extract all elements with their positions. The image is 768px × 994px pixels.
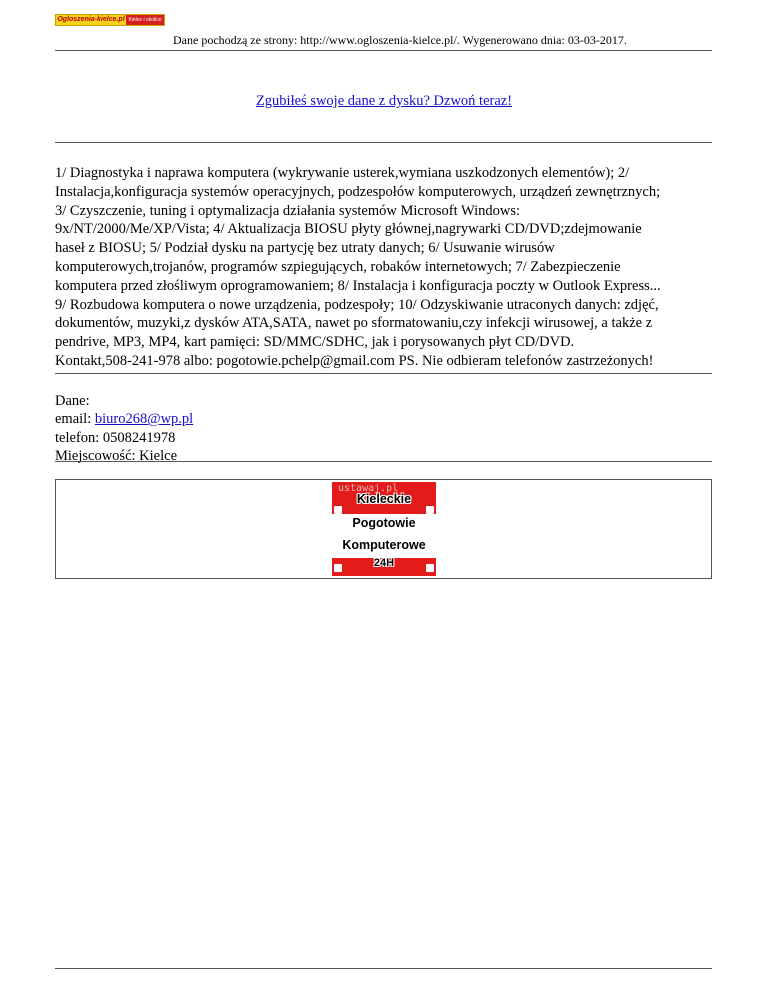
ad-description: 1/ Diagnostyka i naprawa komputera (wykrywanie usterek,wymiana uszkodzonych elementów); 2/ Instalacja,konfiguracja systemów operacyjnych, podzespołów komputerowych, urządzeń zewnętrznych; 3/ Czyszczenie, tuning i optymalizacja działania systemów Microsoft Windows: 9x/NT/2000/Me/XP/Vista; 4/ Aktualizacja BIOSU płyty głównej,nagrywarki CD/DVD;zdejmowanie haseł z BIOSU; 5/ Podział dysku na partycję bez utraty danych; 6/ Usuwanie wirusów komputerowych,trojanów, programów szpiegujących, robaków internetowych; 7/ Zabezpieczenie komputera przed złośliwym oprogramowaniem; 8/ Instalacja i konfiguracja poczty w Outlook Express... 9/ Rozbudowa komputera o nowe urządzenia, podzespoły; 10/ Odzyskiwanie utraconych danych: zdjęć, dokumentów, muzyki,z dysków ATA,SATA, nawet po sformatowaniu,czy infekcji wirusowej, a także z pendrive, MP3, MP4, kart pamięci: SD/MMC/SDHC, jak i porysowanych płyt CD/DVD. Kontakt,508-241-978 albo: pogotowie.pchelp@gmail.com PS. Nie odbieram telefonów zastrzeżonych! <box>55 165 661 369</box>
image-frame <box>55 479 712 579</box>
contact-email-row <box>55 410 193 428</box>
promo-divider <box>55 142 712 143</box>
phone-value: 0508241978 <box>102 429 176 446</box>
ad-image-line-3: Komputerowe <box>342 538 426 552</box>
contact-divider <box>55 461 712 462</box>
city-label: Miejscowość: <box>55 447 140 464</box>
ad-image-line-2: Pogotowie <box>352 516 416 530</box>
contact-heading: Dane: <box>55 393 90 409</box>
description-divider <box>55 373 712 374</box>
ad-image-dot <box>334 564 342 572</box>
logo-text: Ogloszenia-kielce.pl <box>57 16 125 23</box>
promo-link[interactable]: Zgubiłeś swoje dane z dysku? Dzwoń teraz! <box>255 93 513 109</box>
ad-image-watermark: ustawaj.pl <box>338 483 399 494</box>
ad-image-dot <box>426 506 434 514</box>
contact-phone-row <box>55 429 193 447</box>
email-label: email: <box>55 411 95 428</box>
email-link[interactable]: biuro268@wp.pl <box>94 411 194 428</box>
logo-subtext: Kielce i okolice <box>126 15 164 25</box>
source-info: Dane pochodzą ze strony: http://www.ogloszenia-kielce.pl/. Wygenerowano dnia: 03-03-2017. <box>173 33 627 47</box>
city-value: Kielce <box>139 447 178 464</box>
ad-image[interactable] <box>332 482 436 576</box>
promo-banner <box>0 93 768 110</box>
contact-block <box>55 392 193 465</box>
site-logo[interactable] <box>55 14 165 26</box>
header-divider <box>55 50 712 51</box>
ad-image-dot <box>334 506 342 514</box>
ad-image-line-1: Kieleckie <box>356 492 412 506</box>
footer-divider <box>55 968 712 969</box>
contact-city-row <box>55 447 193 465</box>
ad-image-dot <box>426 564 434 572</box>
phone-label: telefon: <box>55 429 103 446</box>
ad-image-line-4: 24H <box>373 557 395 569</box>
